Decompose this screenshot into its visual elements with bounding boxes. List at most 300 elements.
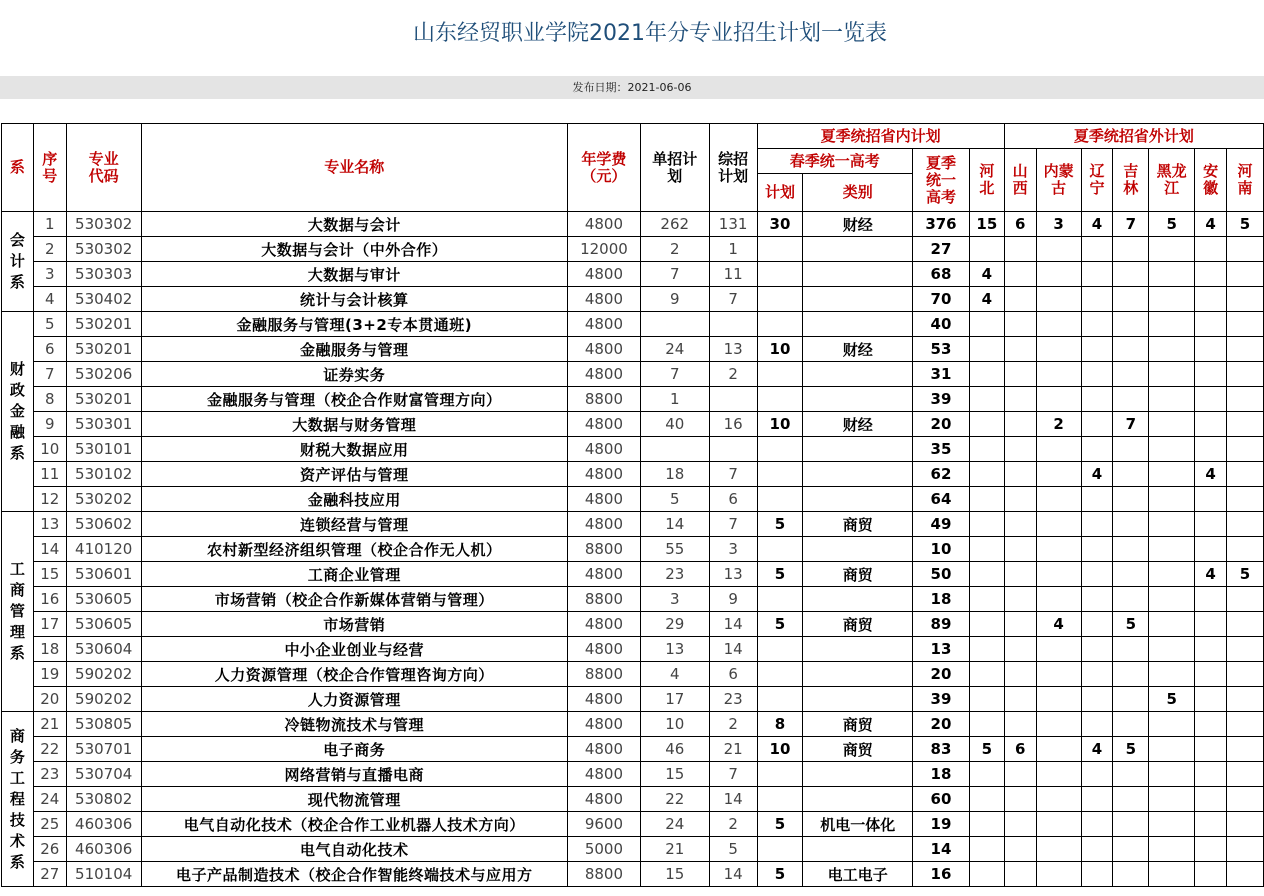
spring-cat-cell: 机电一体化 [803,812,913,837]
province-cell [1081,487,1113,512]
province-cell [1113,262,1149,287]
province-cell [1081,562,1113,587]
code-cell: 410120 [66,537,141,562]
summer-cell: 70 [913,287,970,312]
province-cell [1113,287,1149,312]
seq-cell: 4 [33,287,66,312]
province-cell [1149,712,1195,737]
province-cell [1149,662,1195,687]
province-cell [969,637,1004,662]
single-cell: 18 [640,462,709,487]
province-cell [1195,312,1227,337]
province-cell [1195,387,1227,412]
summer-cell: 62 [913,462,970,487]
header-spring-cat: 类别 [803,174,913,212]
province-cell [1004,712,1036,737]
summer-cell: 39 [913,687,970,712]
province-cell [1149,412,1195,437]
spring-plan-cell [757,437,803,462]
province-cell [1113,687,1149,712]
province-cell [1149,762,1195,787]
province-cell [969,362,1004,387]
fee-cell: 4800 [568,762,641,787]
spring-plan-cell: 30 [757,212,803,237]
province-cell [1195,412,1227,437]
header-name: 专业名称 [141,124,567,212]
province-cell [1195,537,1227,562]
province-cell [1004,312,1036,337]
dept-cell: 商务工程技术系 [2,712,34,887]
province-cell [1004,862,1036,887]
province-cell [1227,237,1264,262]
comp-cell: 14 [709,787,757,812]
name-cell: 资产评估与管理 [141,462,567,487]
province-cell [1195,237,1227,262]
table-row [2,362,1264,387]
spring-plan-cell [757,762,803,787]
fee-cell: 4800 [568,437,641,462]
province-cell [969,512,1004,537]
summer-cell: 60 [913,787,970,812]
name-cell: 证券实务 [141,362,567,387]
spring-cat-cell [803,837,913,862]
single-cell: 1 [640,387,709,412]
province-cell [1227,512,1264,537]
province-cell [1227,637,1264,662]
seq-cell: 16 [33,587,66,612]
single-cell: 13 [640,637,709,662]
seq-cell: 8 [33,387,66,412]
province-cell [1004,787,1036,812]
province-cell [1195,337,1227,362]
province-cell [1195,587,1227,612]
province-cell [969,862,1004,887]
province-cell: 4 [1195,212,1227,237]
seq-cell: 26 [33,837,66,862]
name-cell: 金融服务与管理（校企合作财富管理方向） [141,387,567,412]
province-cell [969,837,1004,862]
province-cell [1036,587,1081,612]
name-cell: 大数据与会计（中外合作） [141,237,567,262]
seq-cell: 9 [33,412,66,437]
single-cell: 29 [640,612,709,637]
summer-cell: 20 [913,412,970,437]
province-cell [1036,662,1081,687]
province-cell [1004,237,1036,262]
province-cell [1004,612,1036,637]
name-cell: 电气自动化技术（校企合作工业机器人技术方向） [141,812,567,837]
comp-cell: 1 [709,237,757,262]
comp-cell: 6 [709,662,757,687]
province-cell [1113,462,1149,487]
province-cell [1036,737,1081,762]
spring-plan-cell: 5 [757,512,803,537]
province-cell [1004,562,1036,587]
province-cell [1081,787,1113,812]
province-cell [1149,237,1195,262]
fee-cell: 4800 [568,212,641,237]
spring-plan-cell [757,262,803,287]
seq-cell: 5 [33,312,66,337]
fee-cell: 12000 [568,237,641,262]
province-cell [1004,812,1036,837]
seq-cell: 17 [33,612,66,637]
name-cell: 大数据与审计 [141,262,567,287]
province-cell: 2 [1036,412,1081,437]
table-row [2,537,1264,562]
single-cell: 24 [640,812,709,837]
single-cell: 7 [640,362,709,387]
province-cell [1036,637,1081,662]
province-cell [1195,712,1227,737]
seq-cell: 19 [33,662,66,687]
single-cell: 22 [640,787,709,812]
table-row [2,837,1264,862]
spring-plan-cell [757,287,803,312]
table-row [2,662,1264,687]
province-cell [1036,387,1081,412]
comp-cell: 7 [709,762,757,787]
province-cell [1081,712,1113,737]
fee-cell: 4800 [568,737,641,762]
code-cell: 530101 [66,437,141,462]
summer-cell: 18 [913,587,970,612]
province-cell: 4 [1195,562,1227,587]
province-cell [1227,262,1264,287]
code-cell: 460306 [66,812,141,837]
table-row [2,487,1264,512]
province-cell [1113,812,1149,837]
comp-cell: 7 [709,462,757,487]
seq-cell: 25 [33,812,66,837]
seq-cell: 15 [33,562,66,587]
comp-cell: 14 [709,612,757,637]
header-prov-5: 黑龙江 [1149,149,1195,212]
province-cell: 4 [1081,737,1113,762]
province-cell [1195,837,1227,862]
comp-cell: 11 [709,262,757,287]
name-cell: 工商企业管理 [141,562,567,587]
name-cell: 冷链物流技术与管理 [141,712,567,737]
header-code: 专业代码 [66,124,141,212]
province-cell [1036,237,1081,262]
spring-plan-cell [757,687,803,712]
province-cell [1149,362,1195,387]
province-cell [1227,662,1264,687]
spring-plan-cell [757,587,803,612]
table-row [2,787,1264,812]
province-cell [1149,462,1195,487]
name-cell: 金融服务与管理 [141,337,567,362]
province-cell [1036,537,1081,562]
province-cell: 5 [1113,737,1149,762]
spring-plan-cell [757,312,803,337]
province-cell [969,587,1004,612]
province-cell [1081,362,1113,387]
summer-cell: 68 [913,262,970,287]
province-cell [1195,737,1227,762]
province-cell [1036,787,1081,812]
province-cell [1227,762,1264,787]
province-cell [1081,662,1113,687]
name-cell: 电气自动化技术 [141,837,567,862]
header-spring-plan: 计划 [757,174,803,212]
spring-cat-cell: 商贸 [803,512,913,537]
province-cell: 7 [1113,212,1149,237]
single-cell: 262 [640,212,709,237]
name-cell: 连锁经营与管理 [141,512,567,537]
header-prov-2: 内蒙古 [1036,149,1081,212]
province-cell [1036,687,1081,712]
single-cell: 23 [640,562,709,587]
province-cell [1227,687,1264,712]
code-cell: 530303 [66,262,141,287]
spring-cat-cell [803,462,913,487]
province-cell: 6 [1004,737,1036,762]
province-cell [1113,837,1149,862]
province-cell [1227,737,1264,762]
code-cell: 530302 [66,237,141,262]
single-cell: 15 [640,762,709,787]
province-cell [1004,512,1036,537]
comp-cell: 13 [709,337,757,362]
province-cell [1195,287,1227,312]
seq-cell: 3 [33,262,66,287]
code-cell: 530301 [66,412,141,437]
province-cell: 4 [1081,212,1113,237]
province-cell [1113,362,1149,387]
enrollment-plan-table [1,123,1264,887]
province-cell [1004,662,1036,687]
header-summer-out: 夏季统招省外计划 [1004,124,1263,149]
spring-plan-cell: 5 [757,862,803,887]
province-cell [969,412,1004,437]
table-body [2,212,1264,887]
province-cell [1195,787,1227,812]
province-cell [1081,287,1113,312]
table-row [2,812,1264,837]
spring-plan-cell: 5 [757,812,803,837]
spring-cat-cell: 商贸 [803,562,913,587]
province-cell: 5 [1149,687,1195,712]
seq-cell: 24 [33,787,66,812]
province-cell [1036,512,1081,537]
province-cell [1081,587,1113,612]
single-cell: 14 [640,512,709,537]
seq-cell: 13 [33,512,66,537]
province-cell [1149,287,1195,312]
spring-plan-cell: 8 [757,712,803,737]
table-row [2,762,1264,787]
header-prov-1: 山西 [1004,149,1036,212]
single-cell [640,437,709,462]
province-cell [969,562,1004,587]
fee-cell: 4800 [568,512,641,537]
province-cell [1081,512,1113,537]
single-cell: 17 [640,687,709,712]
province-cell [969,712,1004,737]
province-cell [1036,762,1081,787]
fee-cell: 8800 [568,537,641,562]
comp-cell: 2 [709,712,757,737]
single-cell: 4 [640,662,709,687]
fee-cell: 4800 [568,687,641,712]
spring-plan-cell: 10 [757,337,803,362]
comp-cell [709,437,757,462]
province-cell [1149,612,1195,637]
province-cell [1195,637,1227,662]
province-cell: 6 [1004,212,1036,237]
summer-cell: 64 [913,487,970,512]
spring-cat-cell [803,237,913,262]
province-cell [1227,437,1264,462]
province-cell [969,337,1004,362]
province-cell [1036,362,1081,387]
table-row [2,687,1264,712]
seq-cell: 22 [33,737,66,762]
spring-plan-cell [757,462,803,487]
province-cell [1004,462,1036,487]
seq-cell: 18 [33,637,66,662]
table-row [2,412,1264,437]
province-cell [1004,287,1036,312]
spring-cat-cell: 财经 [803,212,913,237]
name-cell: 中小企业创业与经营 [141,637,567,662]
province-cell [1195,262,1227,287]
fee-cell: 4800 [568,562,641,587]
comp-cell: 2 [709,812,757,837]
header-prov-4: 吉林 [1113,149,1149,212]
province-cell [1227,837,1264,862]
header-summer: 夏季统一高考 [913,149,970,212]
code-cell: 530605 [66,612,141,637]
province-cell [1036,437,1081,462]
summer-cell: 13 [913,637,970,662]
summer-cell: 50 [913,562,970,587]
dept-cell: 财政金融系 [2,312,34,512]
province-cell [1113,487,1149,512]
spring-plan-cell [757,537,803,562]
summer-cell: 19 [913,812,970,837]
province-cell [1195,362,1227,387]
province-cell [1149,637,1195,662]
province-cell [1149,837,1195,862]
table-row [2,512,1264,537]
table-row [2,437,1264,462]
province-cell [1149,862,1195,887]
province-cell [1036,837,1081,862]
province-cell [1081,687,1113,712]
code-cell: 530701 [66,737,141,762]
summer-cell: 89 [913,612,970,637]
spring-cat-cell [803,687,913,712]
province-cell [1149,587,1195,612]
province-cell [1081,237,1113,262]
province-cell [1113,387,1149,412]
seq-cell: 2 [33,237,66,262]
province-cell [1113,712,1149,737]
name-cell: 大数据与财务管理 [141,412,567,437]
province-cell [1113,512,1149,537]
comp-cell: 21 [709,737,757,762]
comp-cell: 5 [709,837,757,862]
single-cell: 46 [640,737,709,762]
province-cell: 7 [1113,412,1149,437]
province-cell [1081,262,1113,287]
comp-cell: 131 [709,212,757,237]
comp-cell: 14 [709,862,757,887]
comp-cell: 3 [709,537,757,562]
province-cell [1036,312,1081,337]
name-cell: 金融服务与管理(3+2专本贯通班) [141,312,567,337]
province-cell [1113,637,1149,662]
province-cell [1149,387,1195,412]
province-cell [969,812,1004,837]
province-cell [969,437,1004,462]
province-cell [1081,637,1113,662]
province-cell [1036,462,1081,487]
province-cell [1081,537,1113,562]
fee-cell: 4800 [568,412,641,437]
summer-cell: 10 [913,537,970,562]
fee-cell: 8800 [568,387,641,412]
spring-cat-cell [803,487,913,512]
province-cell [1195,862,1227,887]
spring-plan-cell: 10 [757,737,803,762]
province-cell [1004,262,1036,287]
header-prov-6: 安徽 [1195,149,1227,212]
spring-plan-cell [757,662,803,687]
header-prov-0: 河北 [969,149,1004,212]
province-cell [1227,412,1264,437]
code-cell: 530802 [66,787,141,812]
province-cell [969,487,1004,512]
summer-cell: 376 [913,212,970,237]
code-cell: 530604 [66,637,141,662]
province-cell [1036,487,1081,512]
province-cell [1149,262,1195,287]
fee-cell: 4800 [568,337,641,362]
fee-cell: 4800 [568,312,641,337]
province-cell [1113,587,1149,612]
single-cell: 5 [640,487,709,512]
province-cell: 5 [1113,612,1149,637]
province-cell [1081,862,1113,887]
spring-cat-cell: 商贸 [803,712,913,737]
table-row [2,312,1264,337]
province-cell [1113,237,1149,262]
name-cell: 现代物流管理 [141,787,567,812]
comp-cell: 9 [709,587,757,612]
province-cell [1113,662,1149,687]
dept-cell: 会计系 [2,212,34,312]
province-cell [1004,487,1036,512]
spring-plan-cell: 10 [757,412,803,437]
single-cell: 9 [640,287,709,312]
province-cell [969,462,1004,487]
summer-cell: 83 [913,737,970,762]
name-cell: 市场营销（校企合作新媒体营销与管理） [141,587,567,612]
fee-cell: 4800 [568,462,641,487]
province-cell [1227,287,1264,312]
table-row [2,637,1264,662]
spring-cat-cell [803,287,913,312]
spring-plan-cell [757,637,803,662]
code-cell: 530201 [66,312,141,337]
header-spring: 春季统一高考 [757,149,913,174]
code-cell: 510104 [66,862,141,887]
summer-cell: 35 [913,437,970,462]
